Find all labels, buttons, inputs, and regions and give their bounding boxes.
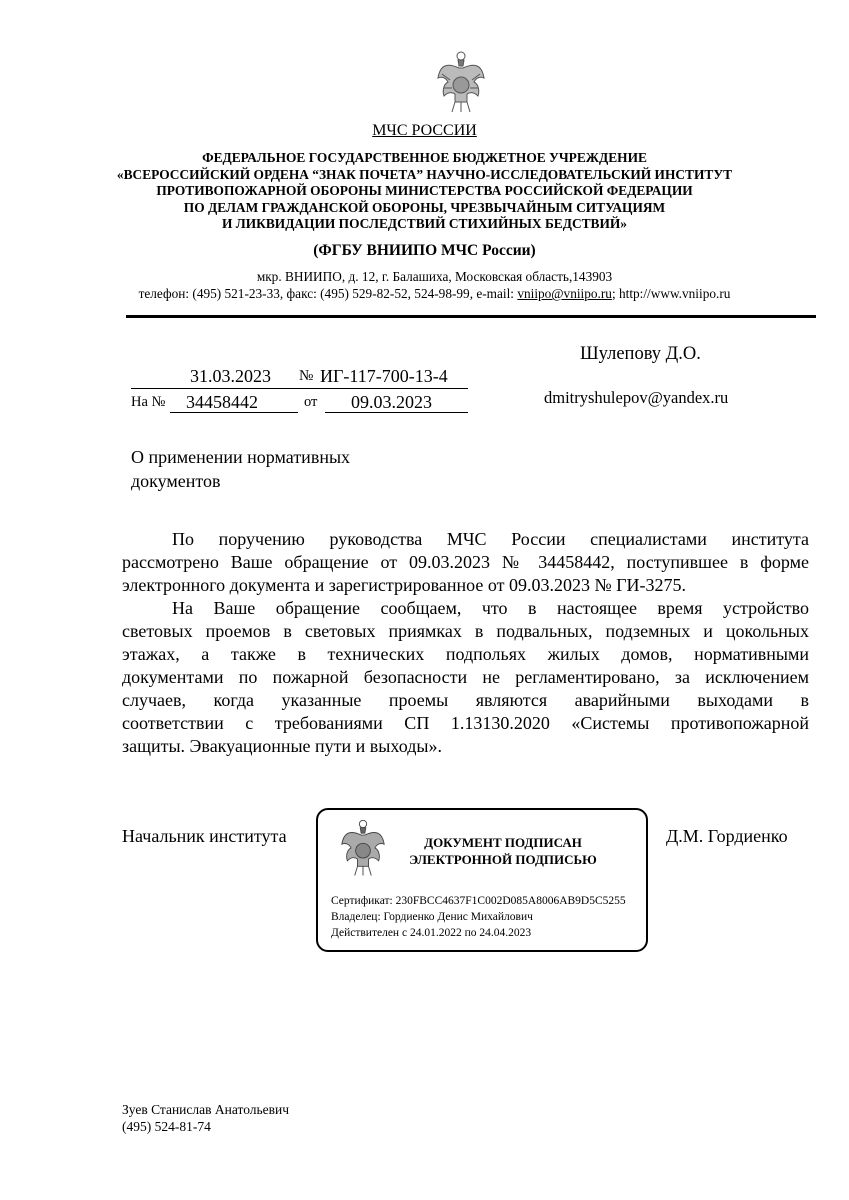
phone-fax-text: телефон: (495) 521-23-33, факс: (495) 529-82-52, 524-98-99, e-mail: — [138, 286, 518, 301]
signer-name: Д.М. Гордиенко — [666, 826, 788, 846]
body-line: защиты. Эвакуационные пути и выходы». — [122, 736, 442, 756]
incoming-number-line — [170, 412, 298, 413]
body-line: световых проемов в световых приямках в подвальных, подземных и цокольных — [122, 621, 809, 641]
executor-phone: (495) 524-81-74 — [122, 1119, 211, 1134]
org-name-line: ФЕДЕРАЛЬНОЕ ГОСУДАРСТВЕННОЕ БЮДЖЕТНОЕ УЧРЕЖДЕНИЕ — [202, 150, 647, 165]
org-address: мкр. ВНИИПО, д. 12, г. Балашиха, Московская область,143903 — [256, 269, 613, 284]
body-line: рассмотрено Ваше обращение от 09.03.2023 № 34458442, поступившее в форме — [122, 552, 809, 572]
stamp-validity: Действителен с 24.01.2022 по 24.04.2023 — [331, 927, 532, 939]
body-line: случаев, когда указанные проемы являются аварийными выходами в — [122, 690, 809, 710]
recipient-email: dmitryshulepov@yandex.ru — [544, 388, 729, 407]
header-divider — [126, 315, 816, 318]
from-label: от — [304, 394, 318, 410]
org-abbreviation: (ФГБУ ВНИИПО МЧС России) — [313, 242, 536, 259]
org-name-line: ПРОТИВОПОЖАРНОЙ ОБОРОНЫ МИНИСТЕРСТВА РОССИЙСКОЙ ФЕДЕРАЦИИ — [156, 183, 693, 198]
body-paragraph-2 — [122, 597, 809, 758]
body-line: соответствии с требованиями СП 1.13130.2020 «Системы противопожарной — [122, 713, 809, 733]
stamp-owner: Владелец: Гордиенко Денис Михайлович — [331, 911, 533, 923]
org-name-line: И ЛИКВИДАЦИИ ПОСЛЕДСТВИЙ СТИХИЙНЫХ БЕДСТВИЙ» — [221, 216, 627, 231]
subject-line: О применении нормативных — [131, 447, 351, 467]
body-paragraph-1 — [122, 528, 809, 597]
body-line: электронного документа и зарегистрированное от 09.03.2023 № ГИ-3275. — [122, 575, 687, 595]
outgoing-number: ИГ-117-700-13-4 — [320, 366, 448, 386]
org-contacts — [60, 286, 809, 302]
signer-title: Начальник института — [122, 826, 287, 846]
incoming-date: 09.03.2023 — [351, 392, 432, 412]
org-email-link[interactable]: vniipo@vniipo.ru — [517, 286, 612, 301]
registration-line — [131, 388, 468, 389]
org-website: ; http://www.vniipo.ru — [611, 286, 731, 301]
body-line: На Ваше обращение сообщаем, что в настоящее время устройство — [172, 598, 809, 618]
ministry-name: МЧС РОССИИ — [372, 122, 477, 139]
incoming-number: 34458442 — [186, 392, 258, 412]
electronic-signature-stamp — [316, 808, 648, 952]
stamp-certificate: Сертификат: 230FBCC4637F1C002D085A8006AB9D5C5255 — [331, 895, 626, 907]
body-line: документами по пожарной безопасности не регламентировано, за исключением — [122, 667, 809, 687]
org-name-line: ПО ДЕЛАМ ГРАЖДАНСКОЙ ОБОРОНЫ, ЧРЕЗВЫЧАЙНЫМ СИТУАЦИЯМ — [183, 200, 666, 215]
in-reply-label: На № — [131, 394, 166, 410]
subject-line: документов — [131, 471, 221, 491]
subject — [131, 445, 431, 493]
incoming-date-line — [325, 412, 468, 413]
emblem-icon — [436, 48, 486, 114]
stamp-heading: ЭЛЕКТРОННОЙ ПОДПИСЬЮ — [409, 852, 597, 867]
executor-name: Зуев Станислав Анатольевич — [122, 1102, 290, 1117]
recipient-name: Шулепову Д.О. — [580, 344, 701, 364]
body-line: этажах, а также в технических подпольях жилых домов, нормативными — [122, 644, 809, 664]
body-line: По поручению руководства МЧС России специалистами института — [172, 529, 809, 549]
stamp-heading: ДОКУМЕНТ ПОДПИСАН — [424, 835, 582, 850]
org-name-line: «ВСЕРОССИЙСКИЙ ОРДЕНА “ЗНАК ПОЧЕТА” НАУЧНО-ИССЛЕДОВАТЕЛЬСКИЙ ИНСТИТУТ — [116, 167, 733, 182]
number-sign: № — [299, 368, 314, 384]
document-date: 31.03.2023 — [190, 366, 271, 386]
